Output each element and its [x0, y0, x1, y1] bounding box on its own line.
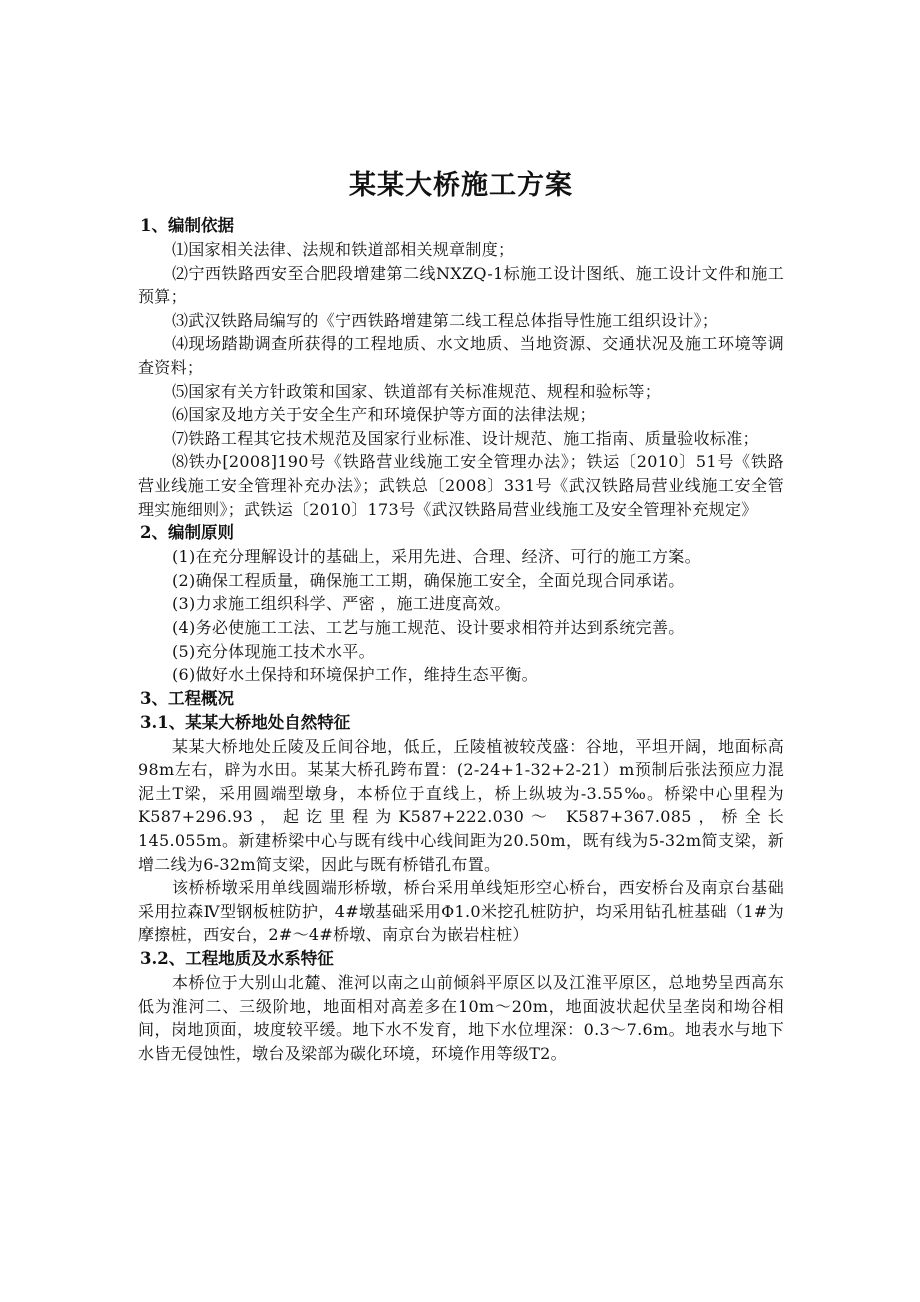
section-basis [138, 214, 784, 521]
document-title: 某某大桥施工方案 [349, 170, 573, 201]
paragraph: ⑶武汉铁路局编写的《宁西铁路增建第二线工程总体指导性施工组织设计》； [172, 310, 719, 330]
paragraph: ⑹国家及地方关于安全生产和环境保护等方面的法律法规； [172, 405, 596, 425]
section-natural-features [138, 711, 784, 947]
paragraph: (6)做好水土保持和环境保护工作，维持生态平衡。 [172, 665, 538, 685]
paragraph: ⑴国家相关法律、法规和铁道部相关规章制度； [172, 240, 515, 259]
paragraph: 本桥位于大别山北麓、淮河以南之山前倾斜平原区以及江淮平原区，总地势呈西高东低为淮河二、三级阶地，地面相对高差多在10m～20m，地面波状起伏呈垄岗和坳谷相间，岗地顶面，坡度较平缓。地下水不发育，地下水位埋深：0.3～7.6m。地表水与地下水皆无侵蚀性，墩台及梁部为碳化环境，环境作用等级T2。 [138, 973, 784, 1063]
paragraph: (5)充分体现施工技术水平。 [172, 641, 375, 661]
paragraph: 该桥桥墩采用单线圆端形桥墩，桥台采用单线矩形空心桥台，西安桥台及南京台基础采用拉森Ⅳ型钢板桩防护，4#墩基础采用Φ1.0米挖孔桩防护，均采用钻孔桩基础（1#为摩擦桩，西安台，2#～4#桥墩、南京台为嵌岩柱桩） [138, 878, 784, 945]
section-geology [138, 947, 784, 1065]
section-heading: 3.2、工程地质及水系特征 [140, 949, 334, 969]
paragraph: (4)务必使施工工法、工艺与施工规范、设计要求相符并达到系统完善。 [172, 617, 685, 637]
section-principles [138, 521, 784, 687]
section-overview [138, 687, 784, 711]
paragraph: ⑵宁西铁路西安至合肥段增建第二线NXZQ-1标施工设计图纸、施工设计文件和施工预算； [138, 263, 784, 307]
paragraph: 某某大桥地处丘陵及丘间谷地，低丘，丘陵植被较茂盛：谷地，平坦开阔，地面标高98m左右，辟为水田。某某大桥孔跨布置：(2-24+1-32+2-21）m预制后张法预应力混泥土T梁，采用圆端型墩身，本桥位于直线上，桥上纵坡为-3.55‰。桥梁中心里程为K587+296.93，起讫里程为K587+222.030～ K587+367.085，桥全长145.055m。新建桥梁中心与既有线中心线间距为20.50m，既有线为5-32m简支梁，新增二线为6-32m简支梁，因此与既有桥错孔布置。 [138, 736, 784, 874]
paragraph: (2)确保工程质量，确保施工工期，确保施工安全，全面兑现合同承诺。 [172, 570, 685, 590]
section-heading: 1、编制依据 [140, 216, 234, 235]
paragraph: (3)力求施工组织科学、严密 ，施工进度高效。 [172, 594, 511, 614]
document-page [138, 160, 784, 1065]
paragraph: ⑸国家有关方针政策和国家、铁道部有关标准规范、规程和验标等； [172, 381, 662, 401]
section-heading: 3.1、某某大桥地处自然特征 [140, 712, 351, 732]
paragraph: ⑷现场踏勘调查所获得的工程地质、水文地质、当地资源、交通状况及施工环境等调查资料； [138, 334, 784, 377]
paragraph: ⑺铁路工程其它技术规范及国家行业标准、设计规范、施工指南、质量验收标准； [172, 428, 759, 448]
section-heading: 3、工程概况 [140, 688, 234, 708]
section-heading: 2、编制原则 [140, 523, 234, 543]
paragraph: (1)在充分理解设计的基础上，采用先进、合理、经济、可行的施工方案。 [172, 547, 701, 567]
paragraph: ⑻铁办[2008]190号《铁路营业线施工安全管理办法》；铁运〔2010〕51号《铁路营业线施工安全管理补充办法》；武铁总〔2008〕331号《武汉铁路局营业线施工安全管理实施细则》；武铁运〔2010〕173号《武汉铁路局营业线施工及安全管理补充规定》 [138, 452, 784, 519]
